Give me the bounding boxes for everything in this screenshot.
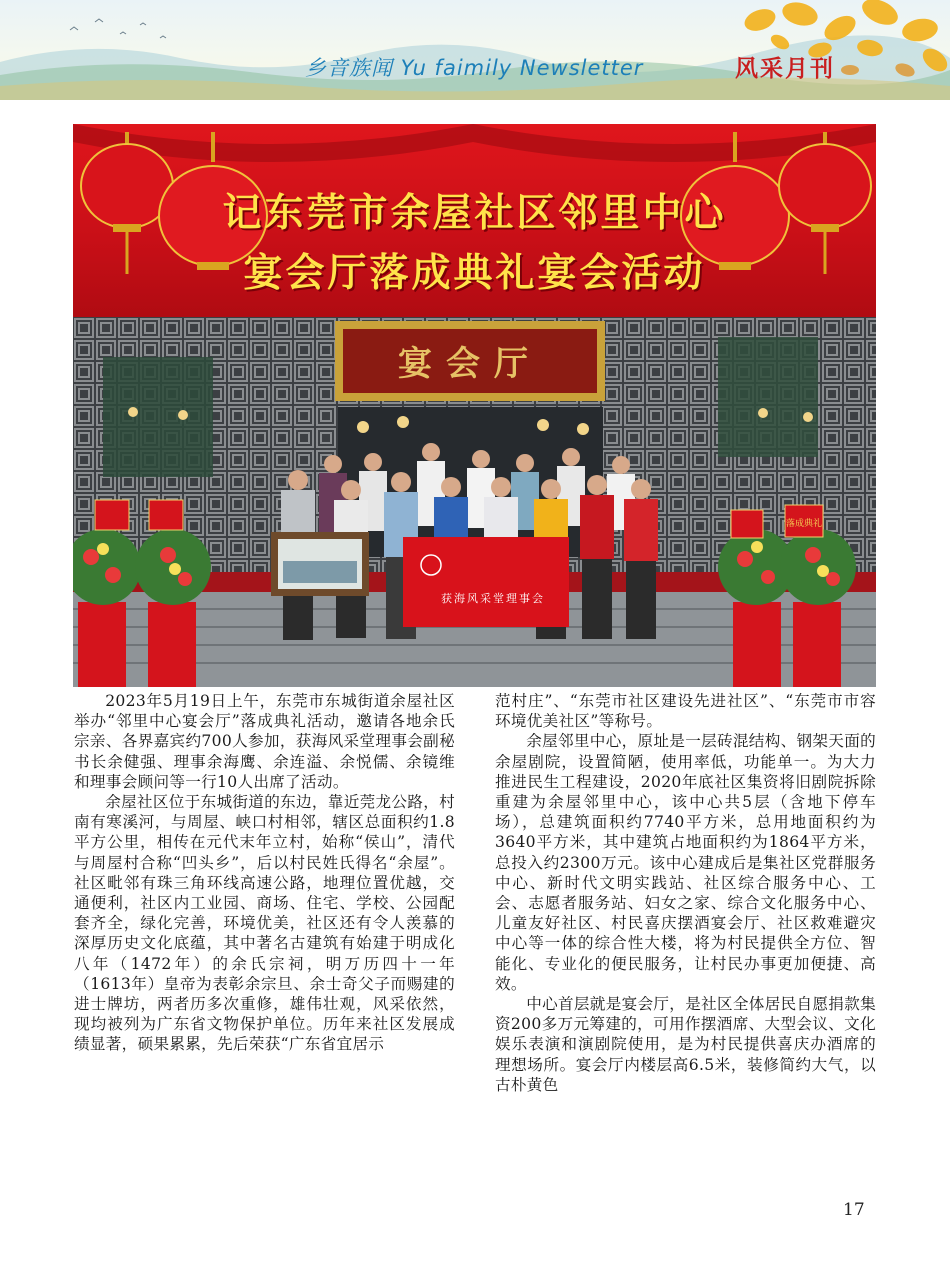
ribbon-text: 落成典礼 (785, 519, 823, 529)
sign-text: 宴会厅 (398, 344, 542, 384)
paragraph-event: 2023年5月19日上午，东莞市东城街道余屋社区举办“邻里中心宴会厅”落成典礼活动，邀请各地余氏宗亲、各界嘉宾约700人参加，获海风采堂理事会副秘书长余健强、理事余海鹰、余连溢、余悦儒、余镜维和理事会顾问等一行10人出席了活动。 (74, 692, 455, 791)
article-title-line1: 记东莞市余屋社区邻里中心 (222, 191, 727, 236)
article-column-right (495, 691, 876, 1095)
paragraph-center-overview: 余屋邻里中心，原址是一层砖混结构、钢架天面的余屋剧院，设置简陋，使用率低，功能单一。为大力推进民生工程建设，2020年底社区集资将旧剧院拆除重建为余屋邻里中心，该中心共5层（含地下停车场），总建筑面积约7740平方米，总用地面积约为3640平方米，其中建筑占地面积约为1864平方米，总投入约2300万元。该中心建成后是集社区党群服务中心、新时代文明实践站、社区综合服务中心、工会、志愿者服务站、妇女之家、综合文化服务中心、儿童友好社区、村民喜庆摆酒宴会厅、社区救难避灾中心等一体的综合性大楼，将为村民提供全方位、智能化、专业化的便民服务，让村民办事更加便捷、高效。 (495, 732, 876, 993)
title-banner (73, 124, 876, 317)
article-title-line2: 宴会厅落成典礼宴会活动 (243, 251, 706, 296)
page-number: 17 (843, 1200, 865, 1220)
newsletter-header (0, 0, 950, 100)
flag-text: 获海风采堂理事会 (441, 592, 545, 605)
paragraph-banquet-hall: 中心首层就是宴会厅，是社区全体居民自愿捐款集资200多万元筹建的，可用作摆酒席、大型会议、文化娱乐表演和演剧院使用，是为村民提供喜庆办酒席的理想场所。宴会厅内楼层高6.5米，装修简约大气，以古朴黄色 (495, 995, 876, 1094)
hero-image (73, 124, 876, 687)
group-photo (73, 317, 876, 687)
paragraph-community-history: 余屋社区位于东城街道的东边，靠近莞龙公路，村南有寒溪河，与周屋、峡口村相邻，辖区总面积约1.8平方公里，相传在元代末年立村，始称“侯山”，清代与周屋村合称“凹头乡”，后以村民姓氏得名“余屋”。社区毗邻有珠三角环线高速公路，地理位置优越，交通便利，社区内工业园、商场、住宅、学校、公园配套齐全，绿化完善，环境优美，社区还有令人羡慕的深厚历史文化底蕴，其中著名古建筑有始建于明成化八年（1472年）的余氏宗祠，明万历四十一年（1613年）皇帝为表彰余宗旦、余士奇父子而赐建的进士牌坊，两者历多次重修，雄伟壮观，风采依然，现均被列为广东省文物保护单位。历年来社区发展成绩显著，硕果累累，先后荣获“广东省宜居示 (74, 793, 455, 1054)
article-column-left (74, 691, 455, 1055)
paragraph-continuation: 范村庄”、“东莞市社区建设先进社区”、“东莞市市容环境优美社区”等称号。 (495, 692, 876, 731)
magazine-title: 风采月刊 (735, 55, 835, 82)
newsletter-title: 乡音族闻 Yu faimily Newsletter (305, 56, 644, 80)
banquet-hall-photo (73, 317, 876, 687)
